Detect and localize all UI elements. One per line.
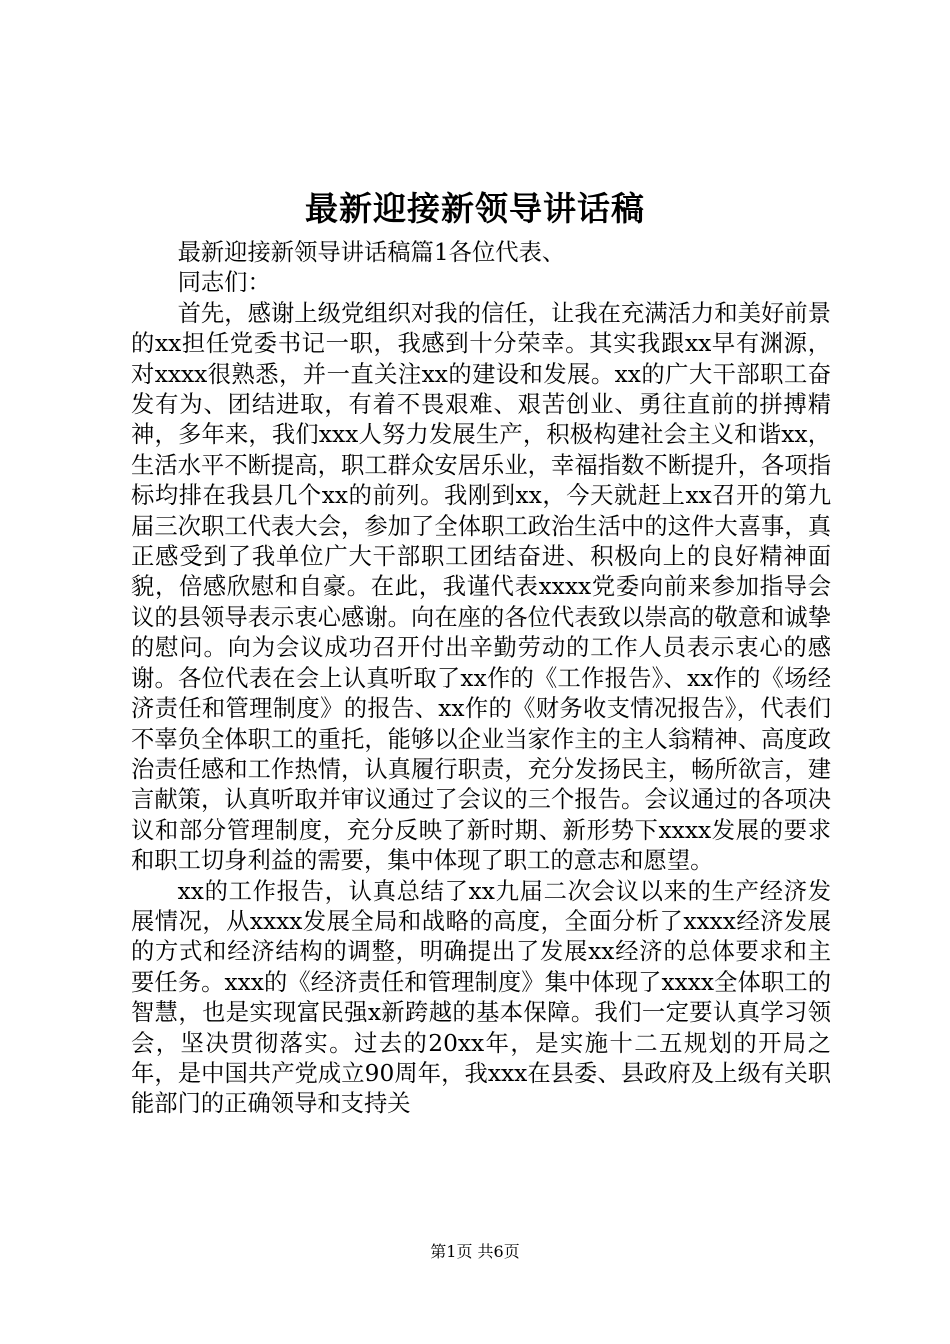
document-title: 最新迎接新领导讲话稿 [305,189,645,228]
paragraph-1: 首先，感谢上级党组织对我的信任，让我在充满活力和美好前景的xx担任党委书记一职，我感到十分荣幸。其实我跟xx早有渊源，对xxxx很熟悉，并一直关注xx的建设和发展。xx的广大干部职工奋发有为、团结进取，有着不畏艰难、艰苦创业、勇往直前的拼搏精神，多年来，我们xxx人努力发展生产，积极构建社会主义和谐xx，生活水平不断提高，职工群众安居乐业，幸福指数不断提升，各项指标均排在我县几个xx的前列。我刚到xx，今天就赶上xx召开的第九届三次职工代表大会，参加了全体职工政治生活中的这件大喜事，真正感受到了我单位广大干部职工团结奋进、积极向上的良好精神面貌，倍感欣慰和自豪。在此，我谨代表xxxx党委向前来参加指导会议的县领导表示衷心感谢。向在座的各位代表致以崇高的敬意和诚挚的慰问。向为会议成功召开付出辛勤劳动的工作人员表示衷心的感谢。各位代表在会上认真听取了xx作的《工作报告》、xx作的《场经济责任和管理制度》的报告、xx作的《财务收支情况报告》，代表们不辜负全体职工的重托，能够以企业当家作主的主人翁精神、高度政治责任感和工作热情，认真履行职责，充分发扬民主，畅所欲言，建言献策，认真听取并审议通过了会议的三个报告。会议通过的各项决议和部分管理制度，充分反映了新时期、新形势下xxxx发展的要求和职工切身利益的需要，集中体现了职工的意志和愿望。 [131,299,831,875]
paragraph-heading-line: 最新迎接新领导讲话稿篇1各位代表、 [177,239,566,266]
document-body [131,238,831,1120]
paragraph-salutation: 同志们： [177,269,271,297]
paragraph-2: xx的工作报告，认真总结了xx九届二次会议以来的生产经济发展情况，从xxxx发展全局和战略的高度，全面分析了xxxx经济发展的方式和经济结构的调整，明确提出了发展xx经济的总体要求和主要任务。xxx的《经济责任和管理制度》集中体现了xxxx全体职工的智慧，也是实现富民强x新跨越的基本保障。我们一定要认真学习领会，坚决贯彻落实。过去的20xx年，是实施十二五规划的开局之年，是中国共产党成立90周年，我xxx在县委、县政府及上级有关职能部门的正确领导和支持关 [131,877,831,1118]
page-footer: 第1页 共6页 [430,1242,520,1261]
